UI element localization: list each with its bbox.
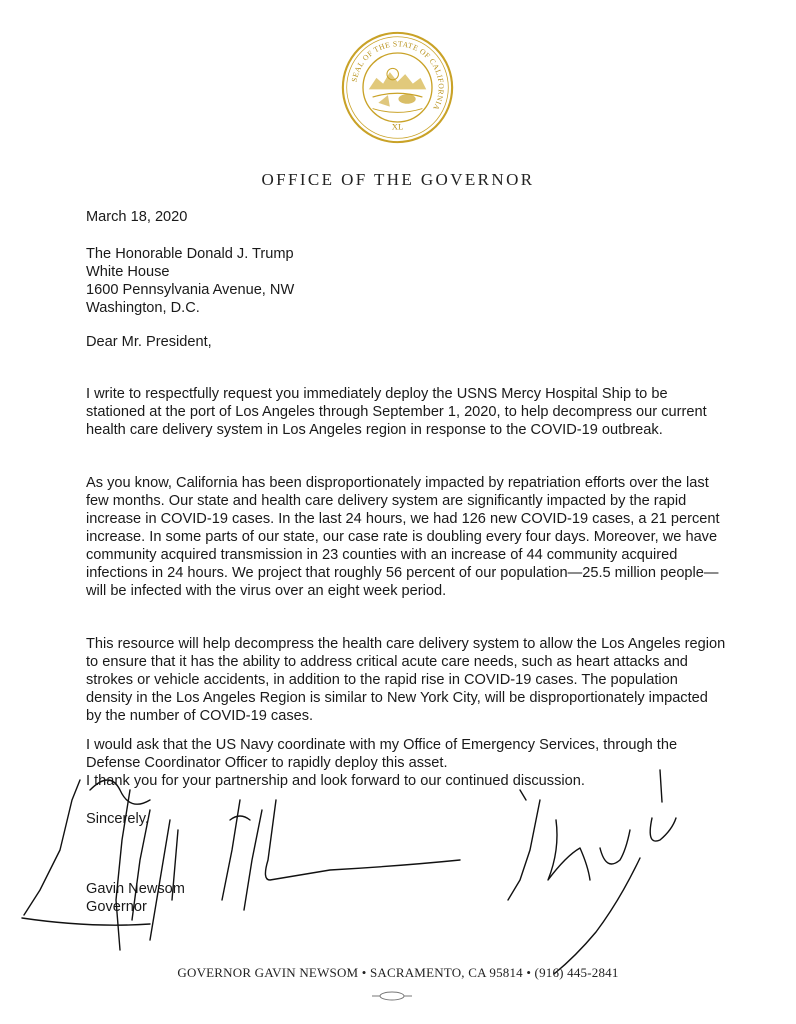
recipient-address xyxy=(86,245,726,317)
california-state-seal xyxy=(340,30,455,145)
paragraph-2: As you know, California has been disproportionately impacted by repatriation efforts over the last few months. Our state and health care delivery system are significantly impacted by the rapid increase in COVID-19 cases. In the last 24 hours, we had 126 new COVID-19 cases, a 21 percent increase. In some parts of our state, our case rate is doubling every four days. Moreover, we have community acquired transmission in 23 counties with an increase of 44 community acquired infections in 24 hours. We project that roughly 56 percent of our population—25.5 million people—will be infected with the virus over an eight week period. xyxy=(86,474,720,599)
office-title: OFFICE OF THE GOVERNOR xyxy=(261,170,535,189)
letter-date: March 18, 2020 xyxy=(86,209,188,225)
svg-text:SEAL OF THE STATE OF CALIFORNI: SEAL OF THE STATE OF CALIFORNIA xyxy=(349,39,446,113)
recipient-line-2: White House xyxy=(86,264,170,280)
paragraph-4: I would ask that the US Navy coordinate with my Office of Emergency Services, through the Defense Coordinator Officer to rapidly deploy this asset. xyxy=(86,736,678,771)
signer-title: Governor xyxy=(86,899,147,915)
paragraph-3: This resource will help decompress the health care delivery system to allow the Los Angeles region to ensure that it has the ability to address critical acute care needs, such as heart attacks and strokes or vehicle accidents, in addition to the rapid rise in COVID-19 cases. The population density in the Los Angeles Region is similar to New York City, will be disproportionately impacted by the number of COVID-19 cases. xyxy=(86,635,726,724)
valediction: Sincerely, xyxy=(86,811,149,827)
footer-address: GOVERNOR GAVIN NEWSOM • SACRAMENTO, CA 95814 • (916) 445-2841 xyxy=(177,965,619,980)
recipient-line-3: 1600 Pennsylvania Avenue, NW xyxy=(86,282,295,298)
recipient-line-4: Washington, D.C. xyxy=(86,300,200,316)
signer-name: Gavin Newsom xyxy=(86,881,185,897)
closing-line: I thank you for your partnership and look forward to our continued discussion. xyxy=(86,773,585,789)
seal-numeral: XL xyxy=(391,121,404,132)
recipient-name: The Honorable Donald J. Trump xyxy=(86,246,294,262)
paragraph-1: I write to respectfully request you immediately deploy the USNS Mercy Hospital Ship to be stationed at the port of Los Angeles through September 1, 2020, to help decompress our current health care delivery system in Los Angeles region in response to the COVID-19 outbreak. xyxy=(86,385,707,438)
union-bug-icon xyxy=(370,990,414,1002)
salutation: Dear Mr. President, xyxy=(86,334,212,350)
